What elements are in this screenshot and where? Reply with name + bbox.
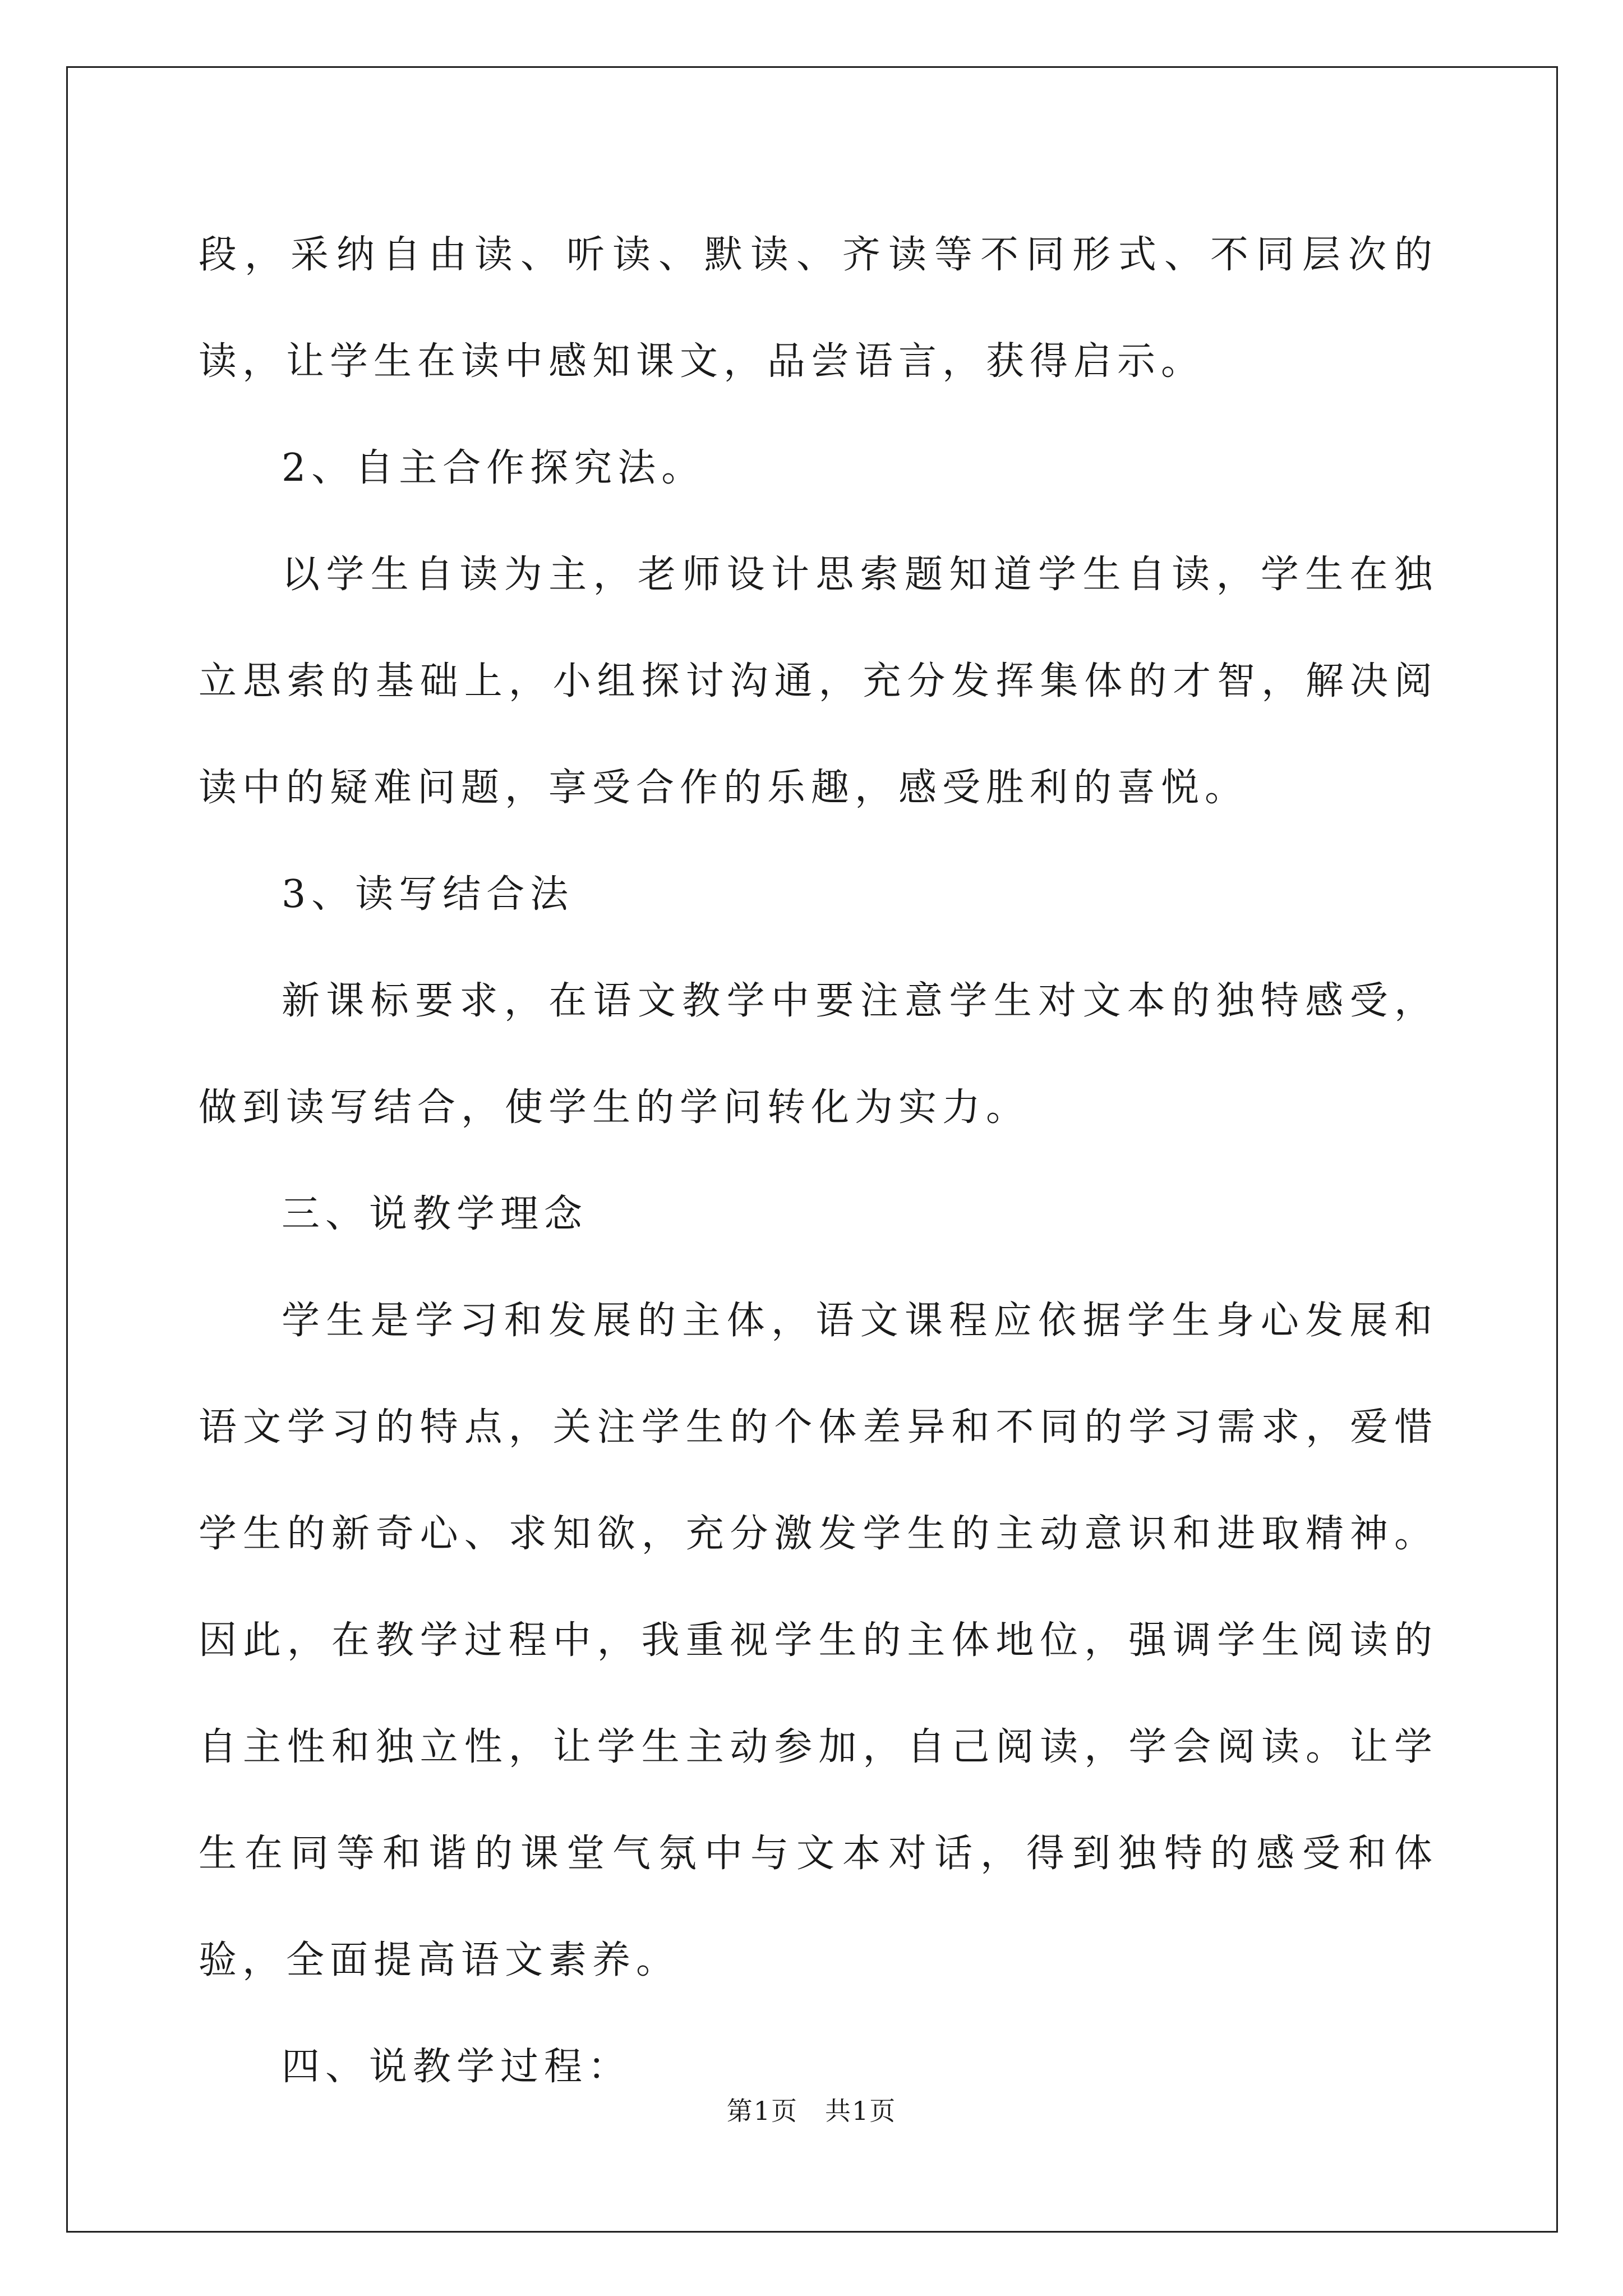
page-footer: 第1页 共1页 [726, 2096, 897, 2126]
paragraph-continued: 段，采纳自由读、听读、默读、齐读等不同形式、不同层次的读，让学生在读中感知课文，品尝语言，获得启示。 [199, 233, 1438, 384]
heading-section-3: 三、说教学理念 [282, 1192, 588, 1236]
paragraph-method-3: 新课标要求，在语文教学中要注意学生对文本的独特感受，做到读写结合，使学生的学问转化为实力。 [199, 979, 1438, 1130]
heading-method-3: 3、读写结合法 [282, 872, 574, 917]
paragraph-method-2: 以学生自读为主，老师设计思索题知道学生自读，学生在独立思索的基础上，小组探讨沟通，充分发挥集体的才智，解决阅读中的疑难问题，享受合作的乐趣，感受胜利的喜悦。 [199, 553, 1438, 810]
paragraph-section-3: 学生是学习和发展的主体，语文课程应依据学生身心发展和语文学习的特点，关注学生的个体差异和不同的学习需求，爱惜学生的新奇心、求知欲，充分激发学生的主动意识和进取精神。因此，在教学过程中，我重视学生的主体地位，强调学生阅读的自主性和独立性，让学生主动参加，自己阅读，学会阅读。让学生在同等和谐的课堂气氛中与文本对话，得到独特的感受和体验，全面提高语文素养。 [199, 1299, 1438, 1982]
heading-section-4: 四、说教学过程： [282, 2045, 632, 2089]
document-body [199, 202, 1438, 2120]
heading-method-2: 2、自主合作探究法。 [282, 446, 706, 490]
